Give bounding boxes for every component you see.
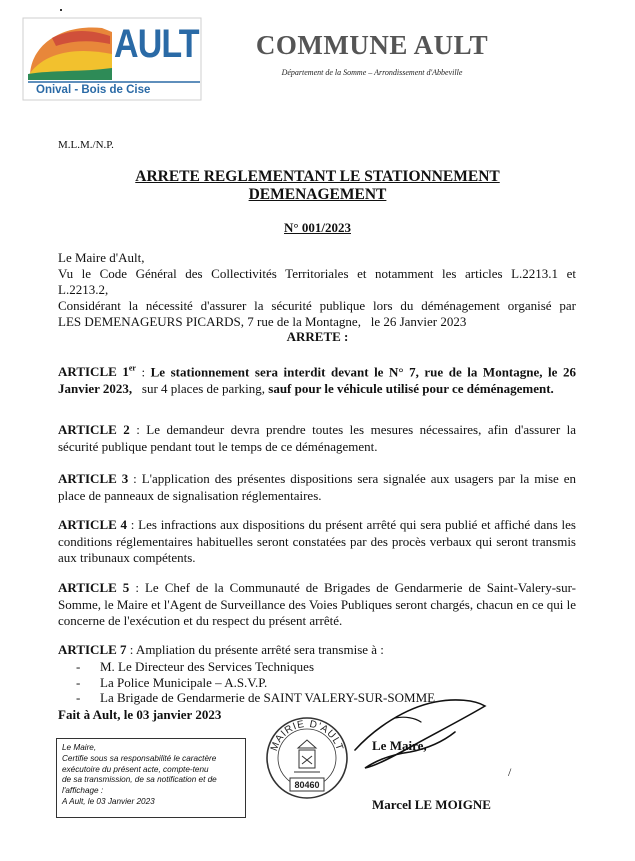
article-7 [58, 642, 576, 659]
certification-line: A Ault, le 03 Janvier 2023 [62, 796, 155, 806]
preamble-mayor: Le Maire d'Ault, [58, 250, 145, 265]
recipient-item: - La Brigade de Gendarmerie de SAINT VALERY-SUR-SOMME [72, 690, 435, 706]
article-1-bold-1: Le stationnement sera interdit devant le N° 7, rue de la Montagne, le 26 Janvier 2023, [58, 364, 576, 396]
certification-line: Le Maire, [62, 743, 97, 752]
article-4-text: : Les infractions aux dispositions du présent arrêté qui sera publié et affiché dans les conditions réglementaires habituelles seront constatées par des procès verbaux qui seront transmis aux tribunaux compétents. [58, 517, 576, 565]
preamble-vu-line-2: L.2213.2, [58, 282, 109, 297]
article-4-label: ARTICLE 4 [58, 517, 128, 532]
certification-line: Certifie sous sa responsabilité le caractère [62, 753, 217, 763]
certification-line: de sa transmission, de sa notification et de [62, 775, 217, 785]
article-4 [58, 517, 576, 567]
article-7-text: : Ampliation du présente arrêté sera transmise à : [126, 642, 384, 657]
commune-logo [22, 14, 202, 104]
article-5-text: : Le Chef de la Communauté de Brigades de Gendarmerie de Saint-Valery-sur-Somme, le Maire et l'Agent de Surveillance des Voies Publiques seront chargés, chacun en ce qui le concerne de l'exécution et du respect du présent arrêté. [58, 580, 577, 628]
article-1-text: sur 4 places de parking, [132, 380, 269, 396]
logo-name: AULT [114, 22, 199, 66]
article-1-sup: er [128, 364, 136, 373]
certification-line: l'affichage : [62, 786, 104, 796]
recipient-item: - M. Le Directeur des Services Techniques [72, 659, 435, 675]
article-5-label: ARTICLE 5 [58, 580, 130, 595]
article-2 [58, 422, 576, 455]
certification-line: exécutoire du présent acte, compte-tenu [62, 764, 209, 774]
arrete-heading: ARRETE : [286, 329, 349, 344]
article-1 [58, 361, 576, 397]
article-3-label: ARTICLE 3 [58, 471, 129, 486]
signature-title: Le Maire, [372, 738, 427, 753]
svg-text:MAIRIE D'AULT [269, 719, 345, 753]
signatory-name: Marcel LE MOIGNE [372, 797, 491, 812]
article-1-colon: : [135, 364, 151, 380]
document-number: N° 001/2023 [284, 220, 351, 235]
signature-tick: / [508, 765, 512, 779]
stamp-text: MAIRIE D'AULT [268, 718, 346, 753]
reference-code: M.L.M./N.P. [58, 139, 114, 151]
article-3-text: : L'application des présentes dispositions sera signalée aux usagers par la mise en place de panneaux de signalisation réglementaires. [58, 471, 577, 503]
document-title-line-1: ARRETE REGLEMENTANT LE STATIONNEMENT [135, 168, 500, 185]
article-7-label: ARTICLE 7 [58, 642, 127, 657]
commune-title: COMMUNE AULT [255, 30, 489, 60]
article-1-label: ARTICLE 1er [58, 364, 136, 380]
preamble-considerant-line-1: Considérant la nécessité d'assurer la sécurité publique lors du déménagement organisé par [58, 298, 576, 313]
logo-tagline: Onival - Bois de Cise [36, 84, 151, 96]
article-2-text: : Le demandeur devra prendre toutes les mesures nécessaires, afin d'assurer la sécurité publique pendant tout le temps de ce déménagement. [58, 422, 576, 454]
preamble-considerant-line-2: LES DEMENAGEURS PICARDS, 7 rue de la Montagne, le 26 Janvier 2023 [58, 314, 467, 329]
article-1-bold-2: sauf pour le véhicule utilisé pour ce déménagement. [268, 380, 554, 396]
article-2-label: ARTICLE 2 [58, 422, 130, 437]
certification-box [56, 738, 246, 818]
commune-subtitle: Département de la Somme – Arrondissement d'Abbeville [281, 68, 463, 77]
stamp-code: 80460 [294, 780, 320, 790]
preamble-vu-line-1: Vu le Code Général des Collectivités Territoriales et notamment les articles L.2213.1 et [58, 266, 576, 281]
recipient-item: - La Police Municipale – A.S.V.P. [72, 675, 435, 691]
scan-mark [60, 9, 62, 11]
article-5 [58, 580, 576, 630]
document-title-line-2: DEMENAGEMENT [248, 186, 387, 203]
article-3 [58, 471, 576, 504]
fait-a-line: Fait à Ault, le 03 janvier 2023 [58, 707, 222, 722]
